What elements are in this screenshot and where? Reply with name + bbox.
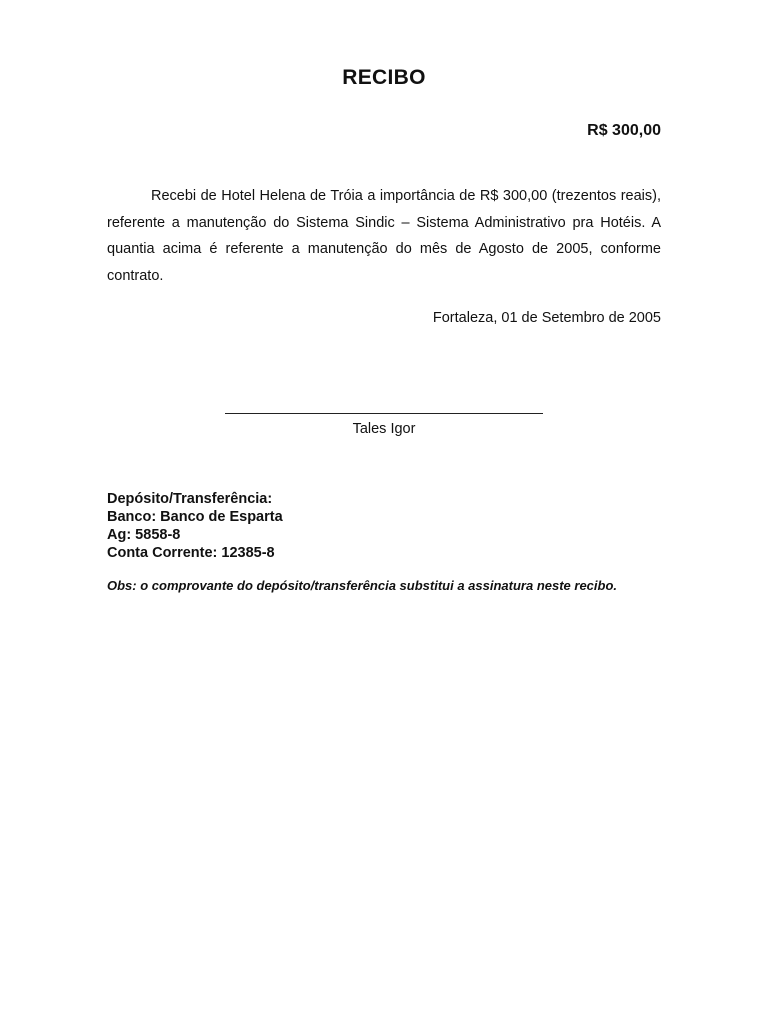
observation-note: Obs: o comprovante do depósito/transferência substitui a assinatura neste recibo.	[107, 578, 618, 593]
bank-details	[107, 490, 283, 562]
bank-agency: Ag: 5858-8	[107, 527, 181, 543]
bank-account: Conta Corrente: 12385-8	[107, 545, 275, 561]
bank-heading: Depósito/Transferência:	[107, 491, 273, 507]
signature-line	[225, 398, 543, 414]
bank-name: Banco: Banco de Esparta	[107, 509, 283, 525]
receipt-body-text: Recebi de Hotel Helena de Tróia a importância de R$ 300,00 (trezentos reais), referente a manutenção do Sistema Sindic – Sistema Administrativo pra Hotéis. A quantia acima é referente a manutenção do mês de Agosto de 2005, conforme contrato.	[107, 188, 661, 284]
place-and-date: Fortaleza, 01 de Setembro de 2005	[432, 310, 661, 326]
receipt-page	[107, 0, 661, 1024]
signature-block	[107, 398, 661, 438]
receipt-title: RECIBO	[342, 66, 426, 89]
receipt-amount: R$ 300,00	[587, 122, 661, 139]
signer-name: Tales Igor	[352, 421, 416, 437]
